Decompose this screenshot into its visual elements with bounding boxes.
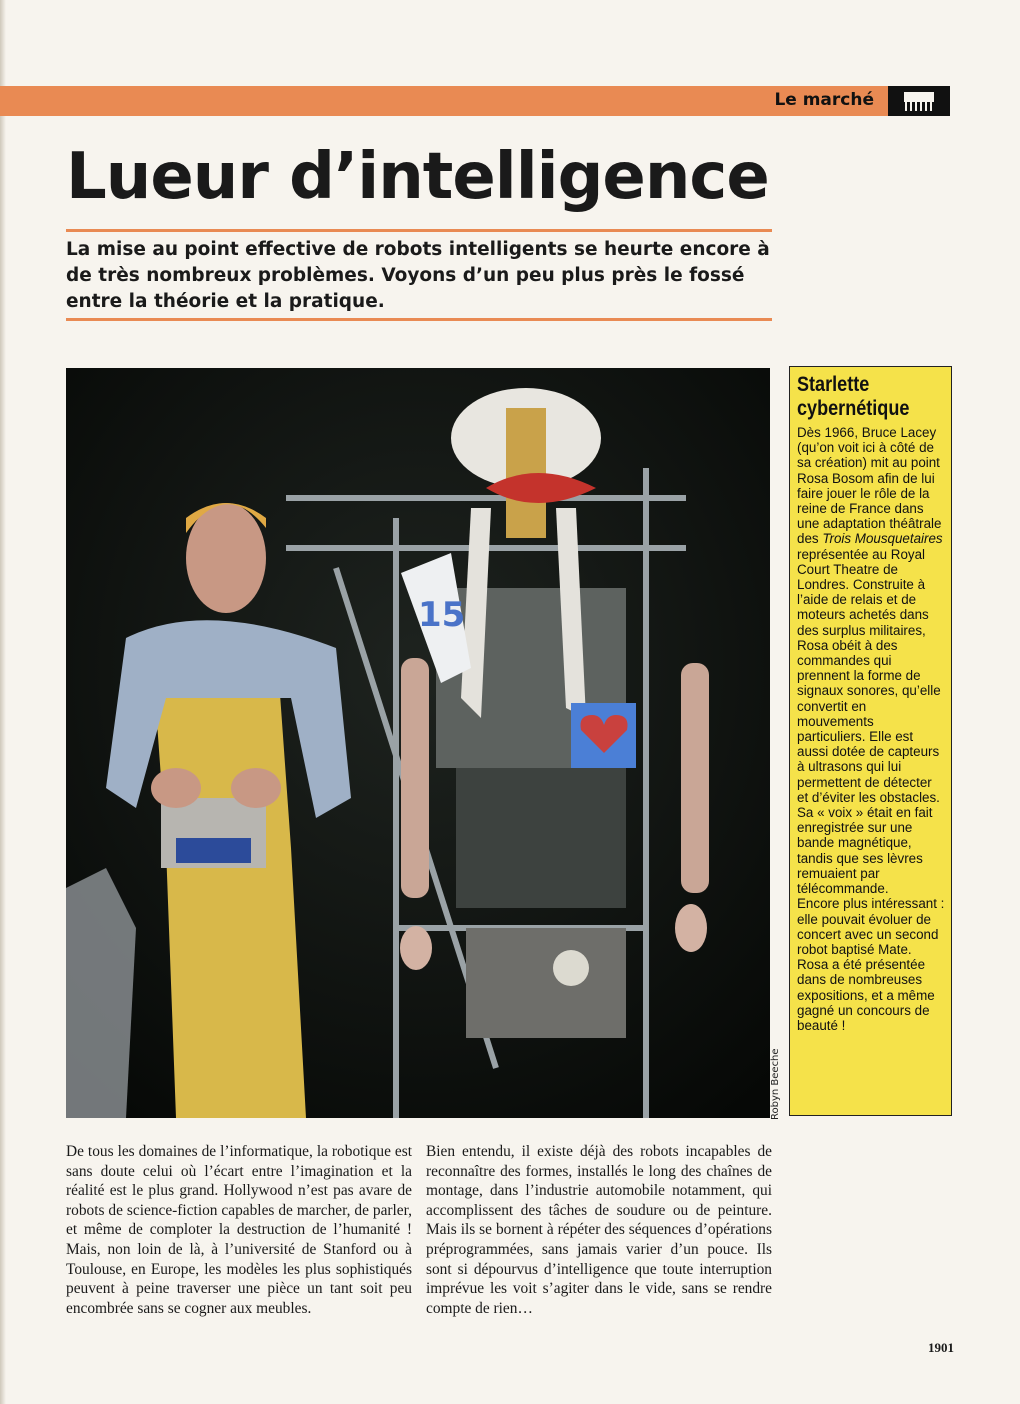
robot-number-tag: 15 (418, 595, 466, 635)
robot-photo (66, 368, 770, 1118)
body-column-2: Bien entendu, il existe déjà des robots incapables de reconnaître des formes, installés le long des chaînes de montage, dans l’industrie automobile notamment, qui accomplissent des tâches de soudure ou de peinture. Mais ils se bornent à répéter des séquences d’opérations préprogrammées, sans jamais varier d’un pouce. Ils sont si dépourvus d’intelligence que toute interruption imprévue les voit s’agiter dans le vide, sans se rendre compte de rien… (426, 1143, 772, 1317)
intro-rule (66, 318, 772, 321)
sidebar-paragraph-3: Rosa a été présentée dans de nombreuses expositions, et a même gagné un concours de beauté ! (797, 957, 935, 1033)
sidebar-text-after: représentée au Royal Court Theatre de Londres. Construite à l’aide de relais et de moteurs achetés dans des surplus militaires, Rosa obéit à des commandes qui prennent la forme de signaux sonores, qu’elle convertit en mouvements particuliers. Elle est aussi dotée de capteurs à ultrasons qui lui permettent de détecter et d’éviter les obstacles. Sa « voix » était en fait enregistrée sur une bande magnétique, tandis que ses lèvres remuaient par télécommande. (797, 546, 941, 897)
sidebar-paragraph-1 (797, 425, 945, 896)
chip-icon (888, 86, 950, 116)
page-number: 1901 (928, 1340, 954, 1355)
sidebar-title (797, 373, 924, 421)
sidebar-text-before: Dès 1966, Bruce Lacey (qu’on voit ici à côté de sa création) mit au point Rosa Bosom afin de lui faire jouer le rôle de la reine de France dans une adaptation théâtrale des (797, 425, 942, 547)
sidebar-box (789, 366, 952, 1116)
page-edge-shadow (0, 0, 6, 1404)
photo-credit: Robyn Beeche (770, 1048, 781, 1120)
sidebar-title-line1: Starlette (797, 373, 870, 396)
sidebar-title-line2: cybernétique (797, 397, 910, 420)
section-band (0, 86, 888, 116)
title-rule (66, 229, 772, 232)
body-column-1: De tous les domaines de l’informatique, la robotique est sans doute celui où l’écart entre l’imagination et la réalité est le plus grand. Hollywood n’est pas avare de robots de science-fiction capables de marcher, de parler, et même de comploter la destruction de l’humanité ! Mais, non loin de là, à l’université de Stanford ou à Toulouse, en Europe, les modèles les plus sophistiqués peuvent à peine traverser une pièce un tant soit peu encombrée sans se cogner aux meubles. (66, 1143, 412, 1317)
article-title: Lueur d’intelligence (66, 140, 769, 214)
sidebar-text-italic: Trois Mousquetaires (822, 531, 943, 547)
article-intro: La mise au point effective de robots intelligents se heurte encore à de très nombreux problèmes. Voyons d’un peu plus près le fossé entre la théorie et la pratique. (66, 239, 770, 312)
sidebar-paragraph-2: Encore plus intéressant : elle pouvait évoluer de concert avec un second robot baptisé Mate. (797, 896, 945, 957)
section-label: Le marché (774, 90, 874, 110)
